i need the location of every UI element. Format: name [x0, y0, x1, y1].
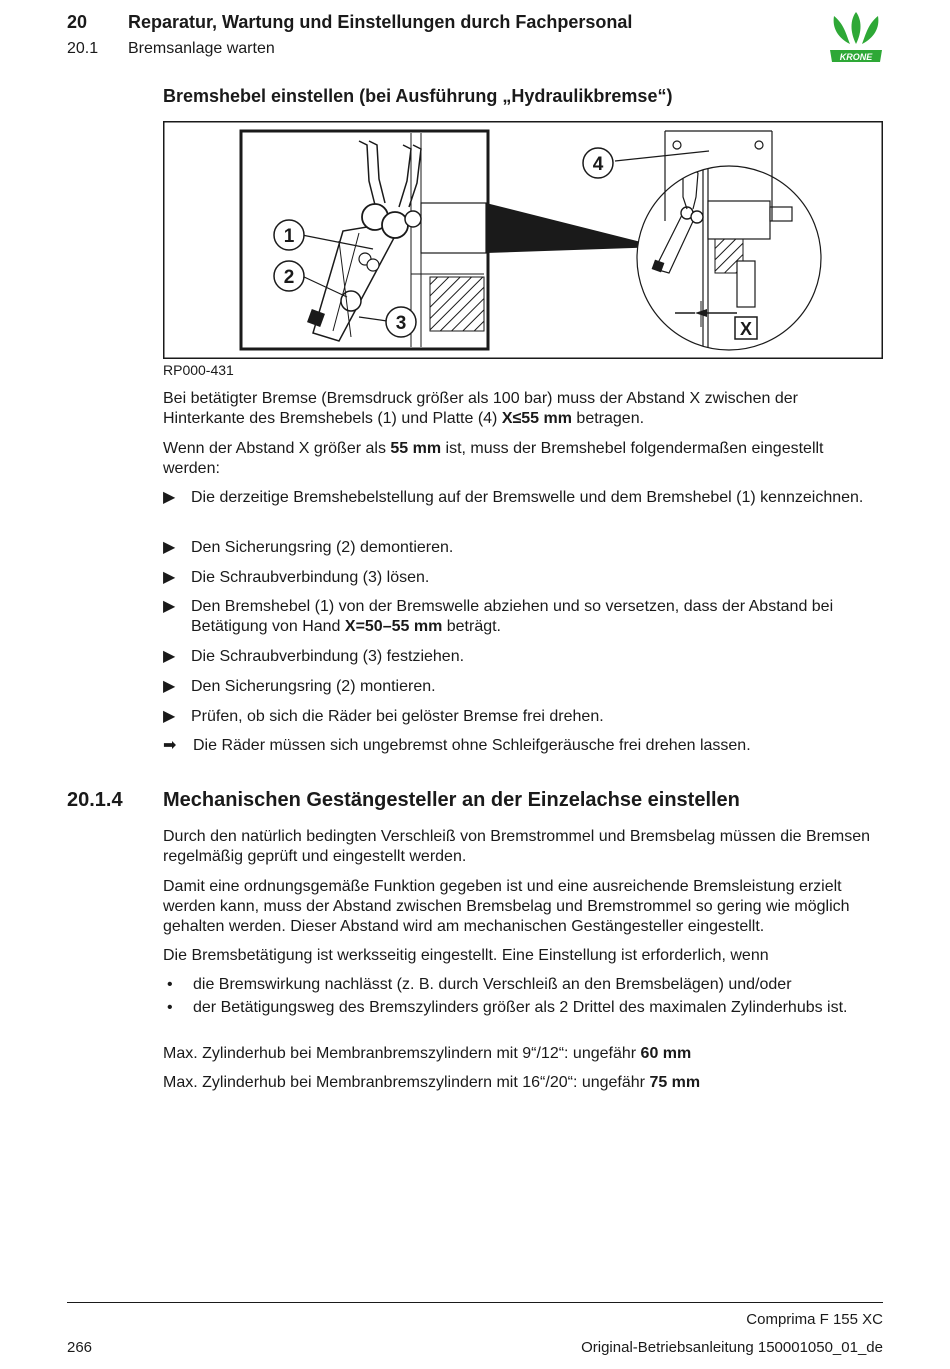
step-marker: ▶	[163, 598, 176, 615]
subsection-title: Bremshebel einstellen (bei Ausführung „Hydraulikbremse“)	[163, 86, 673, 106]
max-stroke-9-12: Max. Zylinderhub bei Membranbremszylindern mit 9“/12“: ungefähr 60 mm	[163, 1045, 692, 1062]
step-item: ▶ Die Schraubverbindung (3) lösen.	[163, 569, 430, 586]
step-marker: ▶	[163, 569, 176, 586]
chapter-title: Reparatur, Wartung und Einstellungen durch Fachpersonal	[128, 12, 633, 32]
paragraph-factory-setting: Die Bremsbetätigung ist werksseitig eingestellt. Eine Einstellung ist erforderlich, wenn	[163, 947, 769, 964]
callout-4-label: 4	[592, 154, 604, 175]
step-marker: ▶	[163, 708, 176, 725]
bullet-marker: •	[167, 999, 173, 1016]
paragraph-function: Damit eine ordnungsgemäße Funktion gegeben ist und eine ausreichende Bremsleistung erzielt werden kann, muss der Abstand zwischen Bremsbelag und Bremstrommel so gering wie möglich gehalten werden. Dieser Abstand wird am mechanischen Gestängesteller eingestellt.	[163, 878, 850, 935]
bullet-marker: •	[167, 976, 173, 993]
step-item: ▶ Prüfen, ob sich die Räder bei gelöster Bremse frei drehen.	[163, 708, 604, 725]
step-item: ▶ Die derzeitige Bremshebelstellung auf der Bremswelle und dem Bremshebel (1) kennzeichnen.	[163, 489, 864, 506]
section-heading-number: 20.1.4	[67, 789, 123, 811]
paragraph-adjust-condition: Wenn der Abstand X größer als 55 mm ist, muss der Bremshebel folgendermaßen eingestellt werden:	[163, 440, 824, 477]
step-item: ▶ Den Sicherungsring (2) demontieren.	[163, 539, 454, 556]
step-marker: ▶	[163, 539, 176, 556]
max-stroke-16-20: Max. Zylinderhub bei Membranbremszylindern mit 16“/20“: ungefähr 75 mm	[163, 1074, 701, 1091]
figure-reference: RP000-431	[163, 362, 234, 378]
step-item: ▶ Den Bremshebel (1) von der Bremswelle abziehen und so versetzen, dass der Abstand bei Betätigung von Hand X=50–55 mm beträgt.	[163, 598, 834, 635]
step-item: ▶ Den Sicherungsring (2) montieren.	[163, 678, 436, 695]
section-title: Bremsanlage warten	[128, 40, 275, 57]
callout-4	[583, 148, 613, 178]
step-marker: ▶	[163, 648, 176, 665]
step-marker: ▶	[163, 678, 176, 695]
callout-2	[274, 261, 304, 291]
callout-1-label: 1	[283, 226, 295, 247]
logo-text: KRONE	[839, 52, 873, 62]
dimension-x-text: X	[739, 319, 753, 339]
bullet-item: • die Bremswirkung nachlässt (z. B. durch Verschleiß an den Bremsbelägen) und/oder	[167, 976, 792, 993]
section-number: 20.1	[67, 40, 99, 57]
result-arrow-icon: ➡	[163, 737, 177, 754]
footer-document-id: Original-Betriebsanleitung 150001050_01_de	[581, 1339, 883, 1356]
bullet-item: • der Betätigungsweg des Bremszylinders größer als 2 Drittel des maximalen Zylinderhubs ist.	[167, 999, 848, 1016]
paragraph-wear: Durch den natürlich bedingten Verschleiß von Bremstrommel und Bremsbelag müssen die Bremsen regelmäßig geprüft und eingestellt werden.	[163, 828, 871, 865]
section-heading-title: Mechanischen Gestängesteller an der Einzelachse einstellen	[163, 789, 740, 811]
step-marker: ▶	[163, 489, 176, 506]
paragraph-brake-distance: Bei betätigter Bremse (Bremsdruck größer als 100 bar) muss der Abstand X zwischen der Hinterkante des Bremshebels (1) und Platte (4) X≤55 mm betragen.	[163, 390, 798, 427]
result-item: ➡ Die Räder müssen sich ungebremst ohne Schleifgeräusche frei drehen lassen.	[163, 737, 751, 754]
page-number: 266	[67, 1339, 93, 1356]
footer-product: Comprima F 155 XC	[746, 1311, 883, 1328]
callout-2-label: 2	[283, 267, 295, 288]
chapter-number: 20	[67, 12, 88, 32]
callout-3	[386, 307, 416, 337]
brake-lever-figure	[163, 121, 883, 359]
dimension-x-label	[735, 317, 757, 339]
callout-3-label: 3	[395, 313, 407, 334]
callout-1	[274, 220, 304, 250]
step-item: ▶ Die Schraubverbindung (3) festziehen.	[163, 648, 465, 665]
krone-logo	[826, 6, 886, 66]
footer-divider	[67, 1302, 883, 1303]
